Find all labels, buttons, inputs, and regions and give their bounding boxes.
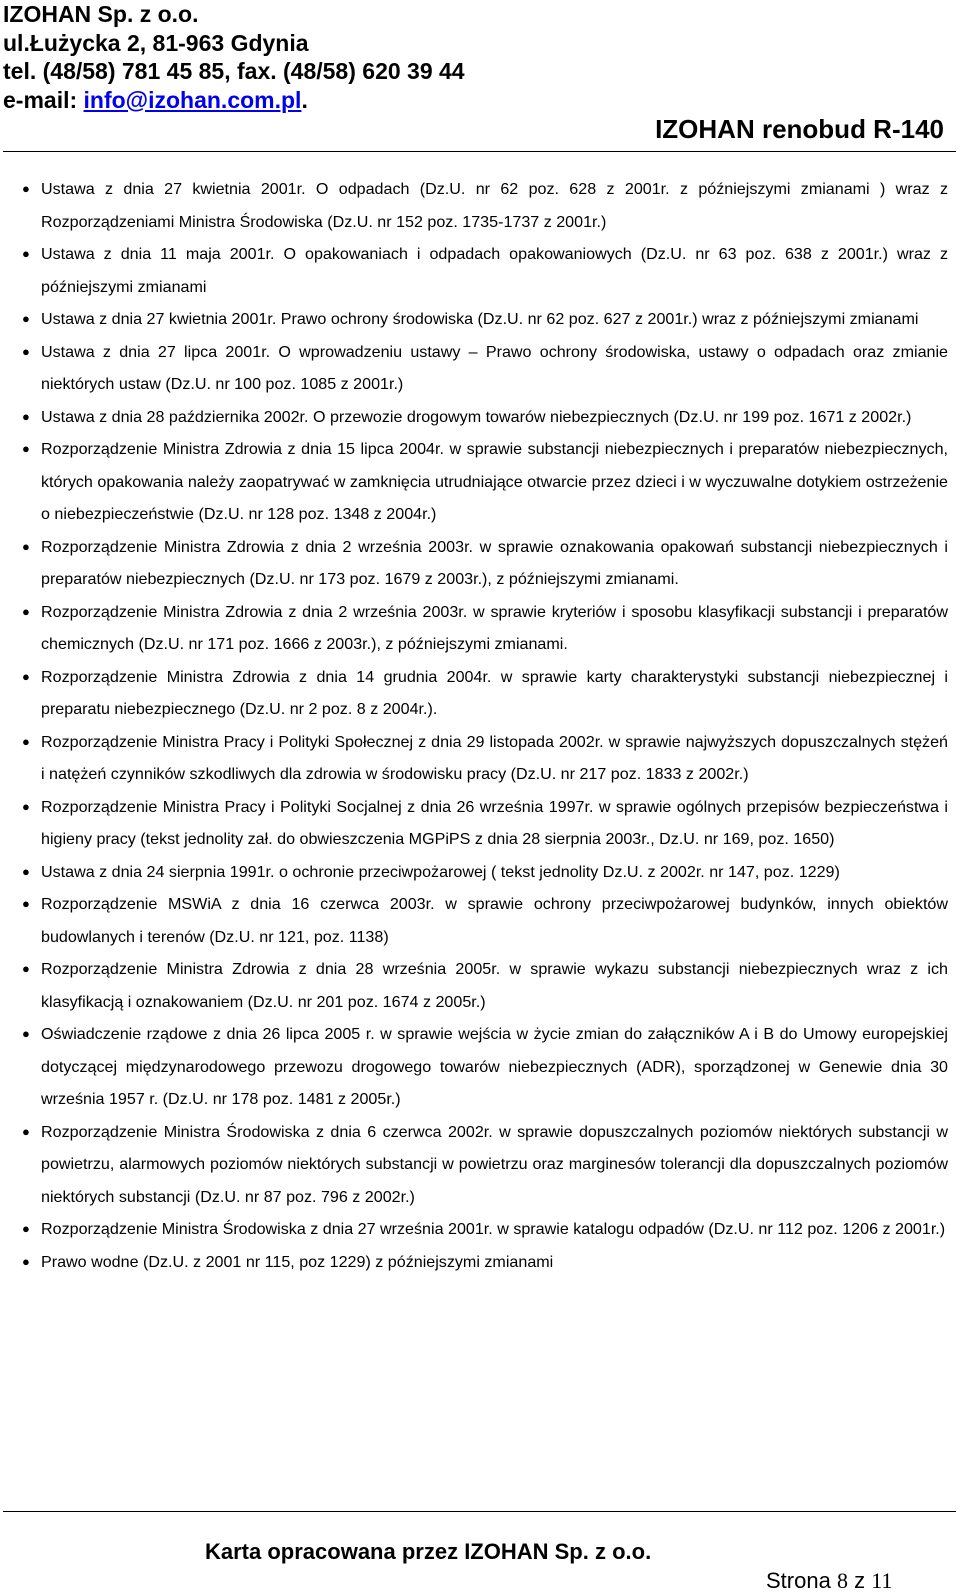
legal-acts-list (0, 173, 948, 1278)
bullet-icon: ● (22, 343, 30, 359)
bullet-icon: ● (22, 441, 30, 456)
product-name: IZOHAN renobud R-140 (655, 114, 944, 144)
list-item (0, 1213, 948, 1246)
list-item (0, 953, 948, 1018)
list-item-text: Rozporządzenie Ministra Środowiska z dnia 6 czerwca 2002r. w sprawie dopuszczalnych poziomów niektórych substancji w powietrzu, alarmowych poziomów niektórych substancji w powietrzu oraz marginesów tolerancji dla dopuszczalnych poziomów niektórych substancji (Dz.U. nr 87 poz. 796 z 2002r.) (41, 1122, 948, 1206)
list-item (0, 596, 948, 661)
list-item (0, 336, 948, 401)
list-item (0, 1018, 948, 1116)
list-item (0, 1246, 948, 1279)
list-item (0, 433, 948, 531)
company-email-line (3, 86, 957, 115)
list-item (0, 1116, 948, 1214)
bullet-icon: ● (22, 668, 30, 684)
company-address: ul.Łużycka 2, 81-963 Gdynia (3, 29, 309, 56)
list-item (0, 726, 948, 791)
bullet-icon: ● (22, 1123, 30, 1139)
email-label: e-mail: (3, 86, 78, 113)
bullet-icon: ● (22, 896, 30, 911)
list-item-text: Rozporządzenie Ministra Zdrowia z dnia 14 grudnia 2004r. w sprawie karty charakterystyki substancji niebezpiecznej i preparatu niebezpiecznego (Dz.U. nr 2 poz. 8 z 2004r.). (41, 667, 948, 718)
page-label: Strona (766, 1568, 831, 1593)
list-item-text: Rozporządzenie Ministra Zdrowia z dnia 28 września 2005r. w sprawie wykazu substancji niebezpiecznych wraz z ich klasyfikacją i oznakowaniem (Dz.U. nr 201 poz. 1674 z 2005r.) (41, 960, 948, 1011)
document-header (3, 0, 957, 114)
bullet-icon: ● (22, 538, 30, 554)
email-link[interactable]: info@izohan.com.pl (83, 86, 302, 113)
list-item-text: Rozporządzenie Ministra Pracy i Polityki Społecznej z dnia 29 listopada 2002r. w sprawie najwyższych dopuszczalnych stężeń i natężeń czynników szkodliwych dla zdrowia w środowisku pracy (Dz.U. nr 217 poz. 1833 z 2002r.) (41, 732, 948, 783)
bullet-icon: ● (22, 181, 30, 196)
list-item (0, 856, 948, 889)
list-item-text: Rozporządzenie Ministra Zdrowia z dnia 15 lipca 2004r. w sprawie substancji niebezpiecznych i preparatów niebezpiecznych, których opakowania należy zaopatrywać w zamknięcia utrudniające otwarcie przez dzieci i w wyczuwalne dotykiem ostrzeżenie o niebezpieczeństwie (Dz.U. nr 128 poz. 1348 z 2004r.) (41, 440, 948, 523)
bullet-icon: ● (22, 961, 30, 976)
list-item-text: Rozporządzenie Ministra Środowiska z dnia 27 września 2001r. w sprawie katalogu odpadów (Dz.U. nr 112 poz. 1206 z 2001r.) (41, 1220, 946, 1238)
email-suffix: . (301, 86, 308, 113)
list-item-text: Ustawa z dnia 27 kwietnia 2001r. O odpadach (Dz.U. nr 62 poz. 628 z 2001r. z późniejszymi zmianami ) wraz z Rozporządzeniami Ministra Środowiska (Dz.U. nr 152 poz. 1735-1737 z 2001r.) (41, 180, 948, 231)
list-item (0, 888, 948, 953)
list-item-text: Ustawa z dnia 28 października 2002r. O przewozie drogowym towarów niebezpiecznych (Dz.U. nr 199 poz. 1671 z 2002r.) (41, 407, 912, 426)
list-item (0, 303, 948, 336)
bullet-icon: ● (22, 603, 30, 619)
bullet-icon: ● (22, 1253, 30, 1269)
bullet-icon: ● (22, 311, 30, 326)
list-item-text: Rozporządzenie Ministra Zdrowia z dnia 2 września 2003r. w sprawie kryteriów i sposobu klasyfikacji substancji i preparatów chemicznych (Dz.U. nr 171 poz. 1666 z 2003r.), z późniejszymi zmianami. (41, 602, 948, 653)
bullet-icon: ● (22, 863, 30, 879)
bullet-icon: ● (22, 798, 30, 814)
page-number (766, 1568, 892, 1593)
header-divider (3, 151, 956, 152)
bullet-icon: ● (22, 1221, 30, 1236)
page-total: 11 (871, 1568, 893, 1593)
footer-credit: Karta opracowana przez IZOHAN Sp. z o.o. (205, 1539, 652, 1564)
list-item (0, 238, 948, 303)
list-item-text: Ustawa z dnia 24 sierpnia 1991r. o ochronie przeciwpożarowej ( tekst jednolity Dz.U. z 2002r. nr 147, poz. 1229) (41, 862, 840, 881)
company-name: IZOHAN Sp. z o.o. (3, 1, 199, 27)
list-item-text: Prawo wodne (Dz.U. z 2001 nr 115, poz 1229) z późniejszymi zmianami (41, 1252, 554, 1271)
list-item (0, 791, 948, 856)
bullet-icon: ● (22, 408, 30, 424)
page-current: 8 (836, 1568, 848, 1593)
list-item-text: Rozporządzenie Ministra Zdrowia z dnia 2 września 2003r. w sprawie oznakowania opakowań substancji niebezpiecznych i preparatów niebezpiecznych (Dz.U. nr 173 poz. 1679 z 2003r.), z późniejszymi zmianami. (41, 537, 948, 588)
list-item-text: Rozporządzenie Ministra Pracy i Polityki Socjalnej z dnia 26 września 1997r. w sprawie ogólnych przepisów bezpieczeństwa i higieny pracy (tekst jednolity zał. do obwieszczenia MGPiPS z dnia 28 sierpnia 2003r., Dz.U. nr 169, poz. 1650) (41, 797, 948, 848)
page-separator: z (854, 1568, 866, 1593)
list-item-text: Rozporządzenie MSWiA z dnia 16 czerwca 2003r. w sprawie ochrony przeciwpożarowej budynków, innych obiektów budowlanych i terenów (Dz.U. nr 121, poz. 1138) (41, 895, 948, 946)
list-item-text: Oświadczenie rządowe z dnia 26 lipca 2005 r. w sprawie wejścia w życie zmian do załączników A i B do Umowy europejskiej dotyczącej międzynarodowego przewozu drogowego towarów niebezpiecznych (ADR), sporządzonej w Genewie dnia 30 września 1957 r. (Dz.U. nr 178 poz. 1481 z 2005r.) (41, 1025, 948, 1108)
bullet-icon: ● (22, 733, 30, 749)
company-phones: tel. (48/58) 781 45 85, fax. (48/58) 620 39 44 (3, 58, 465, 84)
list-item (0, 531, 948, 596)
list-item-text: Ustawa z dnia 11 maja 2001r. O opakowaniach i odpadach opakowaniowych (Dz.U. nr 63 poz. 638 z 2001r.) wraz z późniejszymi zmianami (41, 245, 948, 296)
footer-divider (3, 1511, 956, 1512)
list-item (0, 173, 948, 238)
list-item-text: Ustawa z dnia 27 kwietnia 2001r. Prawo ochrony środowiska (Dz.U. nr 62 poz. 627 z 2001r.) wraz z późniejszymi zmianami (41, 310, 919, 328)
list-item-text: Ustawa z dnia 27 lipca 2001r. O wprowadzeniu ustawy – Prawo ochrony środowiska, ustawy o odpadach oraz zmianie niektórych ustaw (Dz.U. nr 100 poz. 1085 z 2001r.) (41, 342, 948, 393)
list-item (0, 661, 948, 726)
bullet-icon: ● (22, 1026, 30, 1041)
list-item (0, 401, 948, 434)
bullet-icon: ● (22, 246, 30, 261)
